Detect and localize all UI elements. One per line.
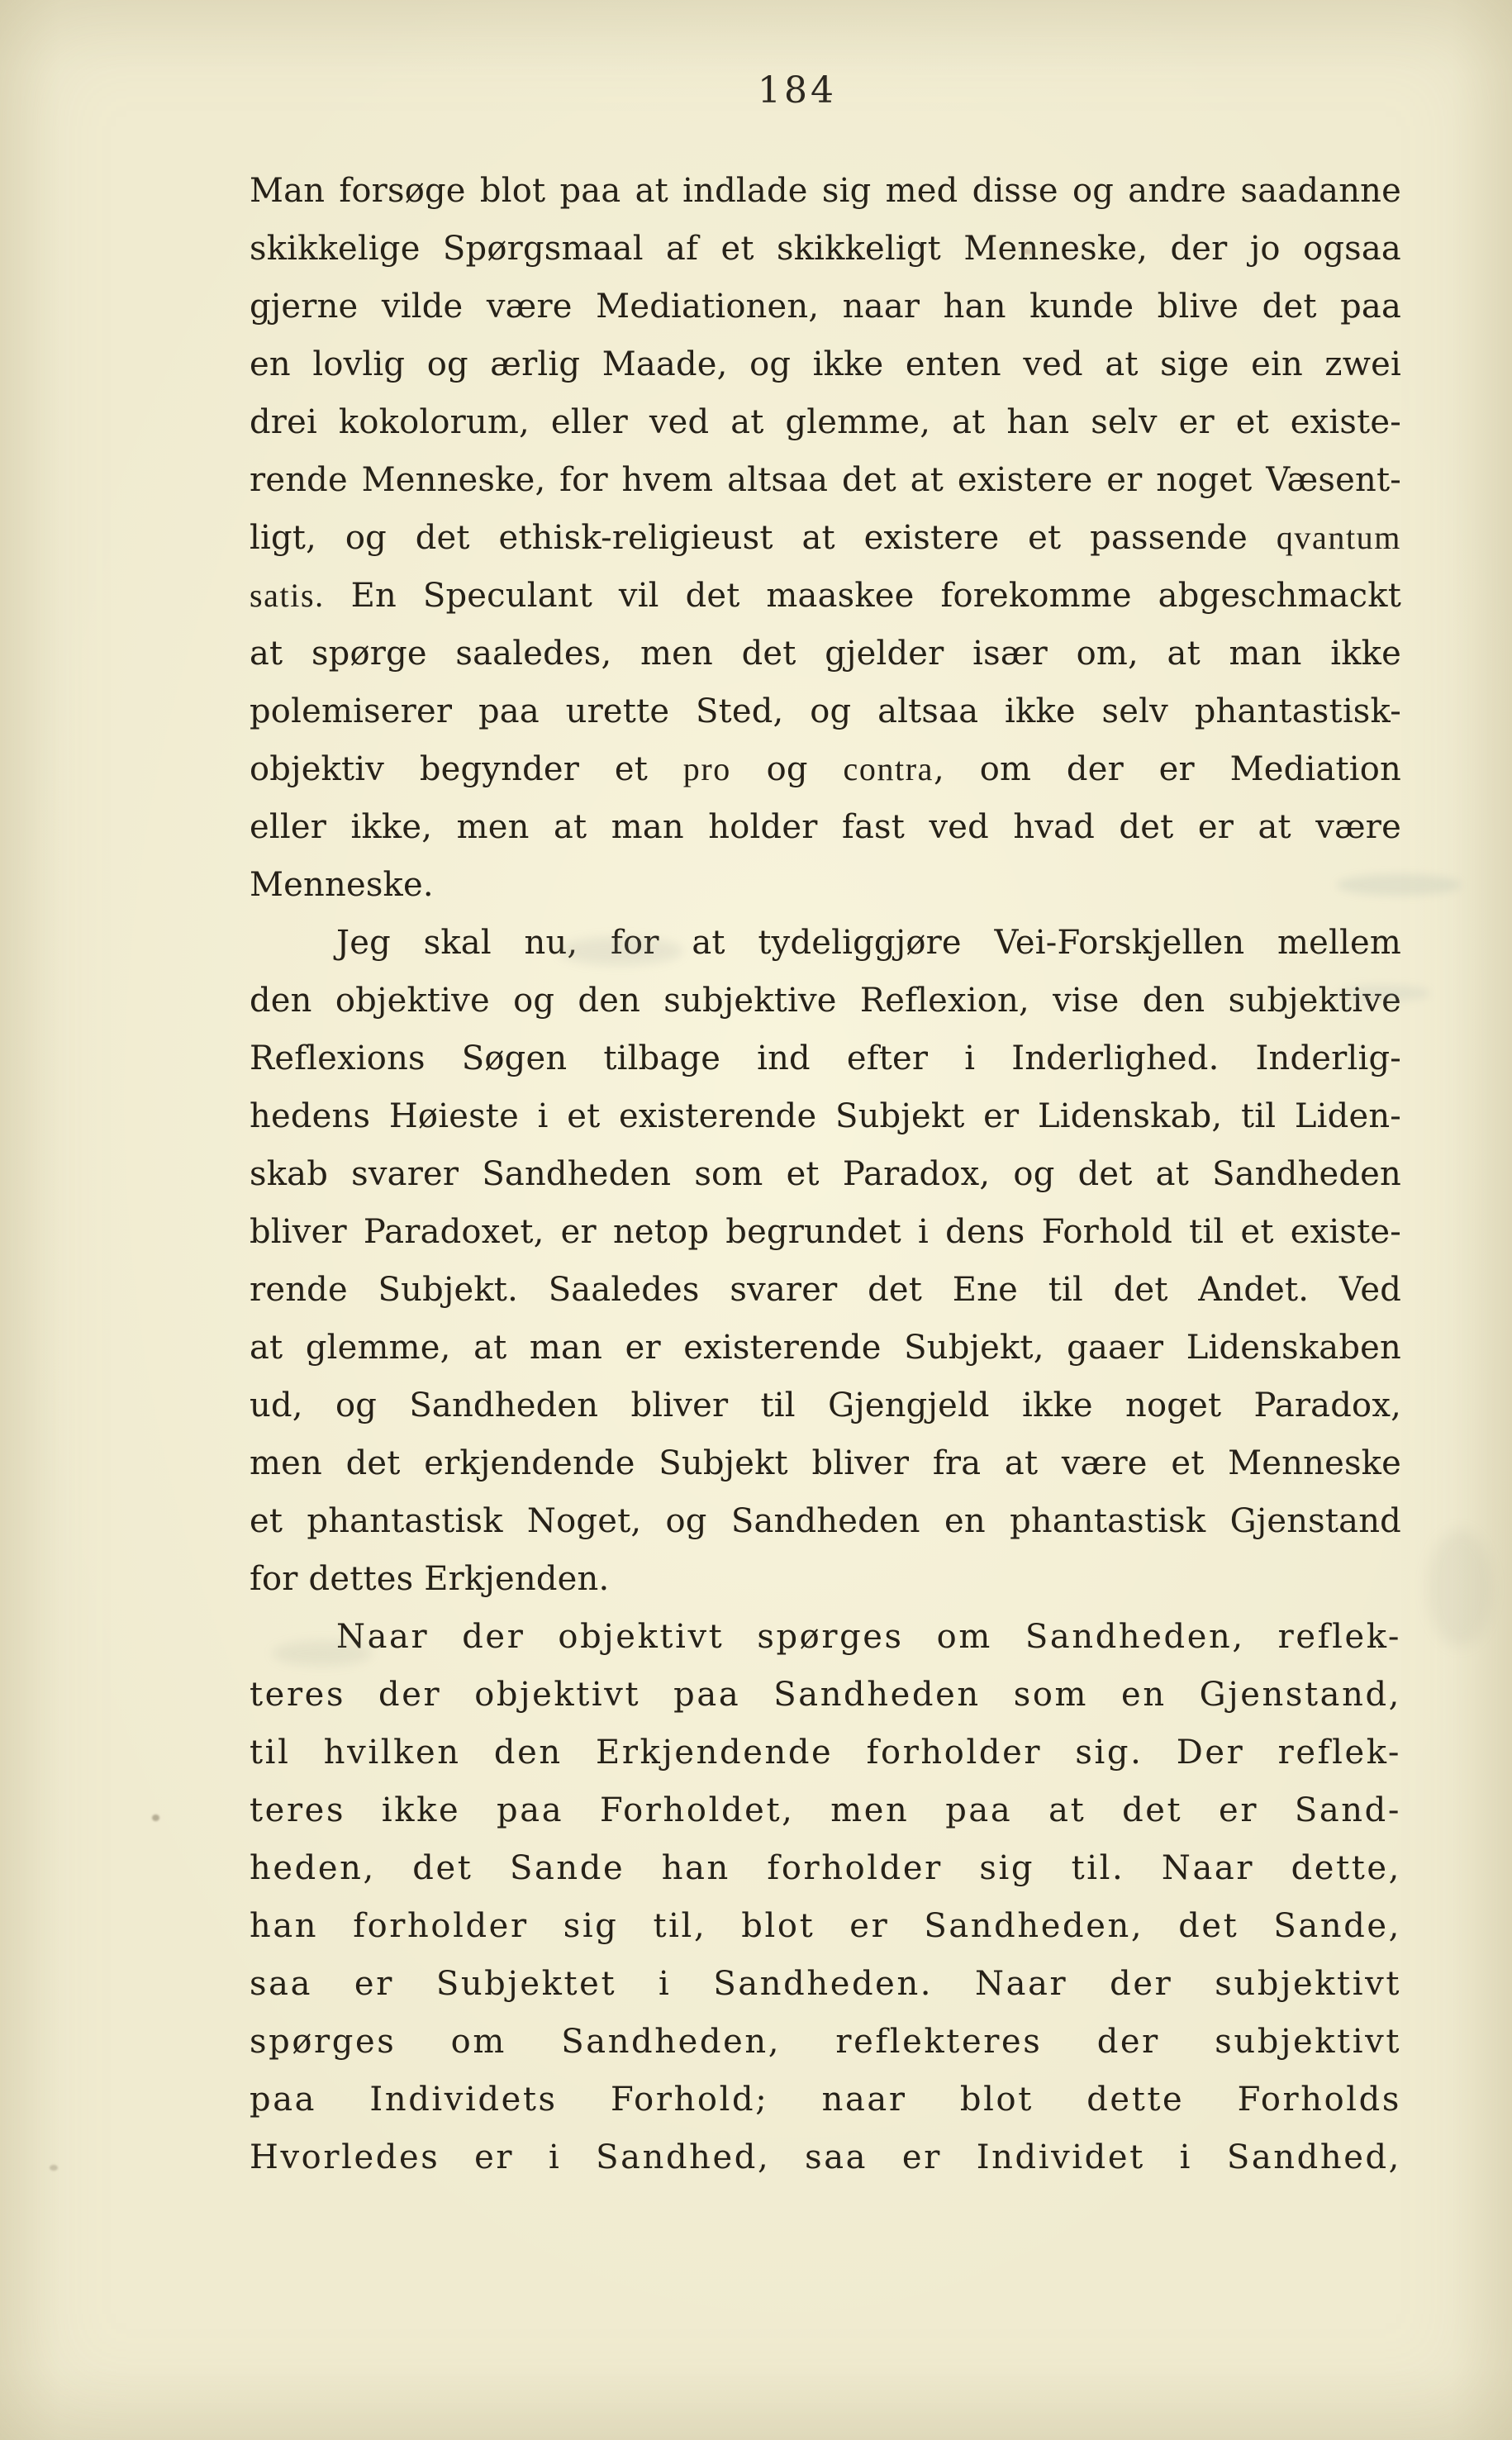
latin-word: qvantum <box>1276 519 1401 556</box>
text-line: teres der objektivt paa Sandheden som en Gjenstand, <box>250 1676 1401 1714</box>
text-line: polemiserer paa urette Sted, og altsaa ikke selv phantastisk- <box>250 692 1401 730</box>
bleed-through-mark <box>1428 1530 1492 1646</box>
text-line: eller ikke, men at man holder fast ved hvad det er at være <box>250 808 1401 846</box>
paper-speck <box>152 1815 159 1821</box>
text-line: rende Subjekt. Saaledes svarer det Ene til det Andet. Ved <box>250 1271 1401 1309</box>
text-line: Naar der objektivt spørges om Sandheden, reflek- <box>336 1618 1401 1656</box>
text-line: satis. En Speculant vil det maaskee forekomme abgeschmackt <box>250 577 1401 615</box>
text-block <box>250 162 1401 2186</box>
paragraph <box>250 1608 1401 2186</box>
text-line: ud, og Sandheden bliver til Gjengjeld ikke noget Paradox, <box>250 1386 1401 1425</box>
text-line: ligt, og det ethisk-religieust at existere et passende qvantum <box>250 519 1401 557</box>
text-line: Menneske. <box>250 866 434 904</box>
text-line: skikkelige Spørgsmaal af et skikkeligt Menneske, der jo ogsaa <box>250 230 1401 268</box>
text-line: teres ikke paa Forholdet, men paa at det er Sand- <box>250 1791 1401 1829</box>
text-line: et phantastisk Noget, og Sandheden en phantastisk Gjenstand <box>250 1502 1401 1540</box>
text-line: en lovlig og ærlig Maade, og ikke enten ved at sige ein zwei <box>250 345 1401 383</box>
paragraph <box>250 162 1401 914</box>
text-line: drei kokolorum, eller ved at glemme, at han selv er et existe- <box>250 403 1401 441</box>
text-line: gjerne vilde være Mediationen, naar han kunde blive det paa <box>250 288 1401 326</box>
text-line: at spørge saaledes, men det gjelder især om, at man ikke <box>250 635 1401 673</box>
text-line: men det erkjendende Subjekt bliver fra at være et Menneske <box>250 1444 1401 1482</box>
page-number: 184 <box>758 69 837 112</box>
text-line: spørges om Sandheden, reflekteres der subjektivt <box>250 2023 1401 2061</box>
text-line: den objektive og den subjektive Reflexion, vise den subjektive <box>250 982 1401 1020</box>
text-line: hedens Høieste i et existerende Subjekt er Lidenskab, til Liden- <box>250 1097 1401 1135</box>
latin-word: satis. <box>250 577 325 614</box>
text-line: Reflexions Søgen tilbage ind efter i Inderlighed. Inderlig- <box>250 1039 1401 1077</box>
text-line: paa Individets Forhold; naar blot dette Forholds <box>250 2081 1401 2119</box>
paragraph <box>250 914 1401 1608</box>
text-line: Hvorledes er i Sandhed, saa er Individet i Sandhed, <box>250 2138 1401 2176</box>
text-line: saa er Subjektet i Sandheden. Naar der subjektivt <box>250 1965 1401 2003</box>
text-line: han forholder sig til, blot er Sandheden, det Sande, <box>250 1907 1401 1945</box>
text-line: Man forsøge blot paa at indlade sig med disse og andre saadanne <box>250 172 1401 210</box>
text-line: skab svarer Sandheden som et Paradox, og det at Sandheden <box>250 1155 1401 1193</box>
text-line: heden, det Sande han forholder sig til. Naar dette, <box>250 1849 1401 1887</box>
text-line: for dettes Erkjenden. <box>250 1560 610 1598</box>
latin-word: contra <box>843 750 934 787</box>
text-line: til hvilken den Erkjendende forholder sig. Der reflek- <box>250 1734 1401 1772</box>
text-line: at glemme, at man er existerende Subjekt, gaaer Lidenskaben <box>250 1329 1401 1367</box>
paper-speck <box>50 2165 58 2171</box>
text-line: Jeg skal nu, for at tydeliggjøre Vei-Forskjellen mellem <box>336 924 1401 962</box>
text-line: rende Menneske, for hvem altsaa det at existere er noget Væsent- <box>250 461 1401 499</box>
text-line: bliver Paradoxet, er netop begrundet i dens Forhold til et existe- <box>250 1213 1401 1251</box>
text-line: objektiv begynder et pro og contra, om der er Mediation <box>250 750 1401 788</box>
latin-word: pro <box>682 750 731 787</box>
